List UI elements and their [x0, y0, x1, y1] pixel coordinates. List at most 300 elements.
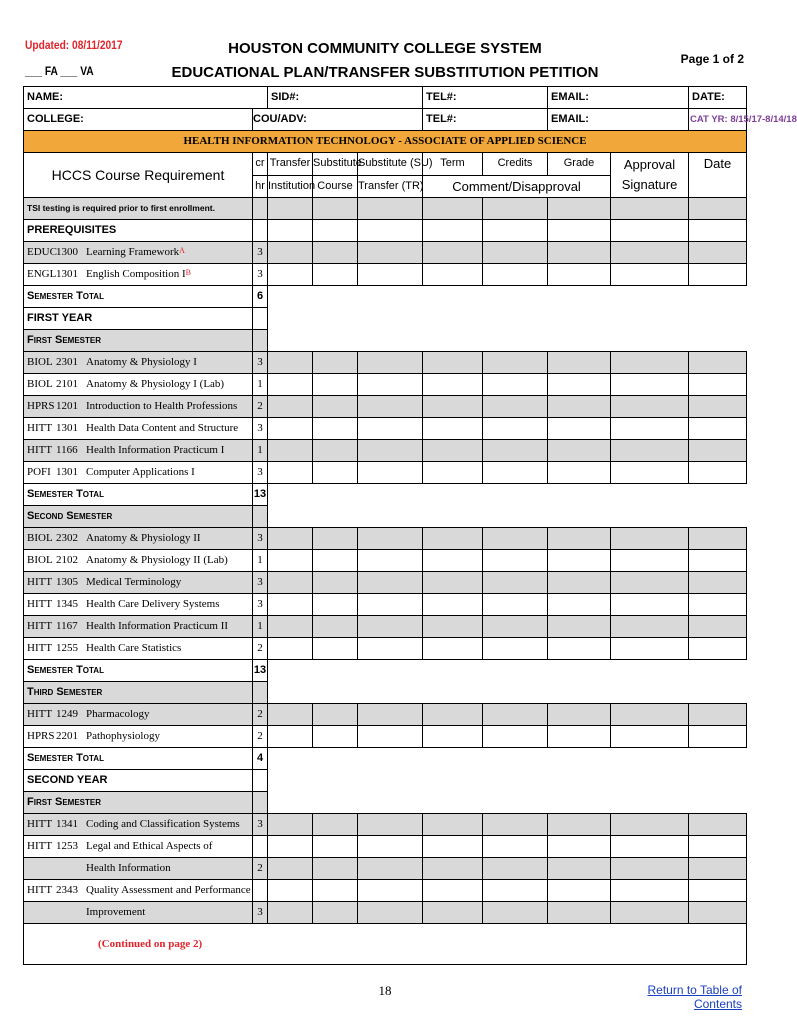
entry-cell[interactable] — [548, 902, 611, 924]
doc-subtitle: EDUCATIONAL PLAN/TRANSFER SUBSTITUTION PETITION — [171, 64, 599, 81]
fa-va-checkbox[interactable]: ___ FA ___ VA — [25, 64, 94, 78]
entry-cell[interactable] — [313, 220, 358, 242]
entry-cell[interactable] — [423, 220, 483, 242]
course-cell — [24, 594, 253, 616]
entry-cell[interactable] — [423, 814, 483, 836]
course-title: Computer Applications I — [86, 466, 195, 478]
course-subject: HITT — [27, 598, 53, 610]
college-field[interactable]: COLLEGE: — [24, 109, 253, 131]
entry-cell[interactable] — [548, 858, 611, 880]
entry-cell[interactable] — [689, 440, 747, 462]
semester-total-value: 4 — [253, 748, 268, 770]
entry-cell[interactable] — [548, 616, 611, 638]
entry-cell[interactable] — [423, 836, 483, 858]
entry-cell[interactable] — [313, 594, 358, 616]
sid-field[interactable]: SID#: — [268, 87, 423, 109]
entry-cell[interactable] — [548, 572, 611, 594]
course-title: Pharmacology — [86, 708, 150, 720]
page-indicator: Page 1 of 2 — [680, 52, 744, 66]
course-title: Health Information Practicum II — [86, 620, 229, 632]
entry-cell[interactable] — [423, 880, 483, 902]
course-cell — [24, 528, 253, 550]
page-number: 18 — [378, 983, 392, 998]
entry-cell[interactable] — [268, 242, 313, 264]
entry-cell[interactable] — [689, 264, 747, 286]
entry-cell[interactable] — [483, 814, 548, 836]
date-field[interactable]: DATE: — [689, 87, 747, 109]
entry-cell[interactable] — [611, 572, 689, 594]
entry-cell[interactable] — [483, 594, 548, 616]
course-row — [24, 396, 747, 418]
entry-cell[interactable] — [313, 572, 358, 594]
entry-cell[interactable] — [313, 264, 358, 286]
course-row — [24, 572, 747, 594]
course-row — [24, 418, 747, 440]
course-cell — [24, 572, 253, 594]
col-date: Date — [689, 153, 747, 198]
entry-cell[interactable] — [611, 528, 689, 550]
entry-cell[interactable] — [689, 836, 747, 858]
entry-cell[interactable] — [548, 550, 611, 572]
empty-area — [268, 506, 747, 528]
section-row — [24, 506, 747, 528]
credit-hours: 1 — [253, 550, 268, 572]
section-label: First Semester — [24, 792, 253, 814]
credit-hours: 3 — [253, 572, 268, 594]
credit-hours — [253, 836, 268, 858]
course-title: Anatomy & Physiology II (Lab) — [86, 554, 228, 566]
entry-cell[interactable] — [483, 902, 548, 924]
entry-cell[interactable] — [611, 242, 689, 264]
entry-cell[interactable] — [689, 198, 747, 220]
credit-hours: 3 — [253, 462, 268, 484]
entry-cell[interactable] — [689, 572, 747, 594]
course-number: 2102 — [56, 554, 78, 566]
entry-cell[interactable] — [483, 550, 548, 572]
empty-area — [268, 660, 747, 682]
entry-cell[interactable] — [313, 528, 358, 550]
entry-cell[interactable] — [358, 550, 423, 572]
course-cell — [24, 902, 253, 924]
entry-cell[interactable] — [548, 242, 611, 264]
entry-cell[interactable] — [483, 396, 548, 418]
course-number: 1301 — [56, 466, 78, 478]
entry-cell[interactable] — [358, 352, 423, 374]
entry-cell[interactable] — [548, 594, 611, 616]
column-header-row-1 — [24, 153, 747, 176]
section-row — [24, 220, 747, 242]
entry-cell[interactable] — [358, 462, 423, 484]
entry-cell[interactable] — [689, 616, 747, 638]
course-cell — [24, 704, 253, 726]
entry-cell[interactable] — [268, 374, 313, 396]
entry-cell[interactable] — [689, 242, 747, 264]
course-number: 2343 — [56, 884, 78, 896]
footnote-marker: B — [185, 268, 191, 277]
entry-cell[interactable] — [483, 726, 548, 748]
course-row — [24, 880, 747, 902]
entry-cell[interactable] — [483, 374, 548, 396]
entry-cell[interactable] — [611, 638, 689, 660]
entry-cell[interactable] — [611, 440, 689, 462]
course-subject: POFI — [27, 466, 51, 478]
entry-cell[interactable] — [358, 418, 423, 440]
entry-cell[interactable] — [358, 396, 423, 418]
section-label: First Semester — [24, 330, 253, 352]
course-row — [24, 704, 747, 726]
course-title: Health Data Content and Structure — [86, 422, 239, 434]
footnote-marker: A — [179, 246, 185, 255]
entry-cell[interactable] — [423, 550, 483, 572]
entry-cell[interactable] — [313, 242, 358, 264]
entry-cell[interactable] — [548, 352, 611, 374]
entry-cell[interactable] — [313, 396, 358, 418]
entry-cell[interactable] — [423, 594, 483, 616]
entry-cell[interactable] — [423, 858, 483, 880]
entry-cell[interactable] — [423, 374, 483, 396]
continued-note: (Continued on page 2) — [24, 924, 747, 965]
entry-cell[interactable] — [268, 396, 313, 418]
course-cell — [24, 440, 253, 462]
entry-cell[interactable] — [423, 572, 483, 594]
entry-cell[interactable] — [358, 374, 423, 396]
col-comment: Comment/Disapproval — [423, 175, 611, 198]
course-cell — [24, 374, 253, 396]
entry-cell[interactable] — [358, 814, 423, 836]
entry-cell[interactable] — [358, 836, 423, 858]
entry-cell[interactable] — [268, 528, 313, 550]
course-row — [24, 726, 747, 748]
entry-cell[interactable] — [611, 704, 689, 726]
entry-cell[interactable] — [689, 352, 747, 374]
entry-cell[interactable] — [548, 726, 611, 748]
entry-cell[interactable] — [483, 528, 548, 550]
entry-cell[interactable] — [358, 572, 423, 594]
entry-cell[interactable] — [689, 726, 747, 748]
entry-cell[interactable] — [689, 396, 747, 418]
entry-cell[interactable] — [358, 880, 423, 902]
entry-cell[interactable] — [358, 220, 423, 242]
tel-field-2[interactable]: TEL#: — [423, 109, 548, 131]
email-field-2[interactable]: EMAIL: — [548, 109, 689, 131]
entry-cell[interactable] — [483, 836, 548, 858]
course-cell — [24, 616, 253, 638]
entry-cell[interactable] — [313, 462, 358, 484]
entry-cell[interactable] — [483, 616, 548, 638]
entry-cell[interactable] — [611, 880, 689, 902]
entry-cell[interactable] — [268, 880, 313, 902]
entry-cell[interactable] — [548, 638, 611, 660]
course-cell — [24, 880, 253, 902]
course-title: Coding and Classification Systems — [86, 818, 240, 830]
entry-cell[interactable] — [483, 264, 548, 286]
course-number: 1255 — [56, 642, 78, 654]
course-number: 1201 — [56, 400, 78, 412]
course-subject: HPRS — [27, 730, 55, 742]
entry-cell[interactable] — [483, 352, 548, 374]
name-field[interactable]: NAME: — [24, 87, 268, 109]
entry-cell[interactable] — [268, 352, 313, 374]
course-title: Health Care Statistics — [86, 642, 182, 654]
entry-cell[interactable] — [611, 594, 689, 616]
entry-cell[interactable] — [483, 638, 548, 660]
course-number: 1305 — [56, 576, 78, 588]
entry-cell[interactable] — [313, 704, 358, 726]
entry-cell[interactable] — [423, 198, 483, 220]
entry-cell[interactable] — [358, 902, 423, 924]
semester-total-row — [24, 484, 747, 506]
semester-total-label: Semester Total — [24, 748, 253, 770]
entry-cell[interactable] — [611, 220, 689, 242]
entry-cell[interactable] — [689, 814, 747, 836]
course-title: Health Care Delivery Systems — [86, 598, 220, 610]
entry-cell[interactable] — [611, 396, 689, 418]
entry-cell[interactable] — [268, 594, 313, 616]
entry-cell[interactable] — [358, 726, 423, 748]
section-row — [24, 330, 747, 352]
entry-cell[interactable] — [548, 528, 611, 550]
semester-total-value: 13 — [253, 660, 268, 682]
entry-cell[interactable] — [268, 814, 313, 836]
entry-cell[interactable] — [358, 528, 423, 550]
course-title: Medical Terminology — [86, 576, 182, 588]
entry-cell[interactable] — [611, 264, 689, 286]
entry-cell[interactable] — [268, 572, 313, 594]
entry-cell[interactable] — [313, 440, 358, 462]
entry-cell[interactable] — [483, 572, 548, 594]
entry-cell[interactable] — [423, 440, 483, 462]
entry-cell[interactable] — [358, 594, 423, 616]
entry-cell[interactable] — [268, 198, 313, 220]
entry-cell[interactable] — [268, 858, 313, 880]
entry-cell[interactable] — [689, 528, 747, 550]
entry-cell[interactable] — [358, 638, 423, 660]
entry-cell[interactable] — [689, 550, 747, 572]
entry-cell[interactable] — [483, 242, 548, 264]
entry-cell[interactable] — [548, 440, 611, 462]
course-cell — [24, 638, 253, 660]
entry-cell[interactable] — [313, 418, 358, 440]
course-cell — [24, 418, 253, 440]
entry-cell[interactable] — [689, 374, 747, 396]
col-hr: hr — [253, 175, 268, 198]
entry-cell[interactable] — [548, 396, 611, 418]
entry-cell[interactable] — [268, 616, 313, 638]
entry-cell[interactable] — [611, 616, 689, 638]
course-number: 1341 — [56, 818, 78, 830]
course-number: 2101 — [56, 378, 78, 390]
entry-cell[interactable] — [358, 242, 423, 264]
entry-cell[interactable] — [268, 550, 313, 572]
course-subject: HITT — [27, 840, 53, 852]
entry-cell[interactable] — [689, 880, 747, 902]
entry-cell[interactable] — [611, 374, 689, 396]
couadv-field[interactable]: COU/ADV: — [253, 109, 423, 131]
entry-cell[interactable] — [483, 440, 548, 462]
entry-cell[interactable] — [689, 594, 747, 616]
entry-cell[interactable] — [423, 704, 483, 726]
entry-cell[interactable] — [313, 880, 358, 902]
entry-cell[interactable] — [313, 616, 358, 638]
entry-cell[interactable] — [423, 352, 483, 374]
entry-cell[interactable] — [548, 704, 611, 726]
course-cell — [24, 814, 253, 836]
entry-cell[interactable] — [268, 264, 313, 286]
entry-cell[interactable] — [313, 814, 358, 836]
entry-cell[interactable] — [423, 638, 483, 660]
entry-cell[interactable] — [689, 902, 747, 924]
course-number: 1167 — [56, 620, 78, 632]
entry-cell[interactable] — [611, 198, 689, 220]
credit-hours: 3 — [253, 902, 268, 924]
entry-cell[interactable] — [268, 902, 313, 924]
course-number: 1249 — [56, 708, 78, 720]
empty-area — [268, 484, 747, 506]
tel-field[interactable]: TEL#: — [423, 87, 548, 109]
col-course: Course — [313, 175, 358, 198]
course-subject: HITT — [27, 576, 53, 588]
entry-cell[interactable] — [483, 704, 548, 726]
entry-cell[interactable] — [611, 462, 689, 484]
entry-cell[interactable] — [423, 726, 483, 748]
doc-title: HOUSTON COMMUNITY COLLEGE SYSTEM — [228, 40, 542, 57]
entry-cell[interactable] — [268, 638, 313, 660]
col-credits: Credits — [483, 153, 548, 176]
entry-cell[interactable] — [689, 858, 747, 880]
course-number: 1300 — [56, 246, 78, 258]
entry-cell[interactable] — [268, 220, 313, 242]
entry-cell[interactable] — [611, 418, 689, 440]
cr-cell — [253, 792, 268, 814]
entry-cell[interactable] — [483, 462, 548, 484]
entry-cell[interactable] — [611, 858, 689, 880]
course-number: 2301 — [56, 356, 78, 368]
empty-area — [268, 792, 747, 814]
entry-cell[interactable] — [313, 858, 358, 880]
section-row — [24, 792, 747, 814]
entry-cell[interactable] — [313, 836, 358, 858]
entry-cell[interactable] — [313, 352, 358, 374]
entry-cell[interactable] — [313, 198, 358, 220]
entry-cell[interactable] — [313, 638, 358, 660]
entry-cell[interactable] — [611, 902, 689, 924]
semester-total-row — [24, 748, 747, 770]
course-row — [24, 550, 747, 572]
course-number: 1166 — [56, 444, 78, 456]
entry-cell[interactable] — [689, 418, 747, 440]
entry-cell[interactable] — [611, 726, 689, 748]
entry-cell[interactable] — [423, 462, 483, 484]
entry-cell[interactable] — [423, 528, 483, 550]
cr-cell — [253, 770, 268, 792]
course-subject: EDUC — [27, 246, 57, 258]
entry-cell[interactable] — [548, 836, 611, 858]
entry-cell[interactable] — [689, 462, 747, 484]
entry-cell[interactable] — [548, 418, 611, 440]
catalog-year: CAT YR: 8/15/17-8/14/18 — [689, 109, 747, 131]
entry-cell[interactable] — [689, 638, 747, 660]
entry-cell[interactable] — [313, 726, 358, 748]
course-subject: ENGL — [27, 268, 57, 280]
course-cell — [24, 462, 253, 484]
entry-cell[interactable] — [423, 396, 483, 418]
empty-area — [268, 286, 747, 308]
email-field[interactable]: EMAIL: — [548, 87, 689, 109]
entry-cell[interactable] — [423, 264, 483, 286]
credit-hours: 1 — [253, 616, 268, 638]
program-banner — [24, 131, 747, 153]
entry-cell[interactable] — [611, 814, 689, 836]
entry-cell[interactable] — [313, 550, 358, 572]
course-title: Health Information — [86, 862, 171, 874]
credit-hours: 3 — [253, 528, 268, 550]
entry-cell[interactable] — [423, 616, 483, 638]
entry-cell[interactable] — [548, 264, 611, 286]
entry-cell[interactable] — [611, 352, 689, 374]
course-subject: HITT — [27, 884, 53, 896]
entry-cell[interactable] — [611, 836, 689, 858]
entry-cell[interactable] — [268, 836, 313, 858]
entry-cell[interactable] — [689, 704, 747, 726]
return-toc-link[interactable]: Return to Table of Contents — [647, 983, 742, 1011]
entry-cell[interactable] — [268, 704, 313, 726]
entry-cell[interactable] — [483, 220, 548, 242]
entry-cell[interactable] — [548, 374, 611, 396]
course-cell — [24, 858, 253, 880]
entry-cell[interactable] — [313, 374, 358, 396]
entry-cell[interactable] — [358, 264, 423, 286]
entry-cell[interactable] — [423, 902, 483, 924]
section-label: Second Semester — [24, 506, 253, 528]
course-row — [24, 352, 747, 374]
entry-cell[interactable] — [268, 418, 313, 440]
entry-cell[interactable] — [483, 880, 548, 902]
entry-cell[interactable] — [358, 440, 423, 462]
entry-cell[interactable] — [423, 418, 483, 440]
semester-total-row — [24, 660, 747, 682]
entry-cell[interactable] — [689, 220, 747, 242]
entry-cell[interactable] — [268, 440, 313, 462]
entry-cell[interactable] — [548, 198, 611, 220]
credit-hours: 1 — [253, 440, 268, 462]
entry-cell[interactable] — [548, 880, 611, 902]
entry-cell[interactable] — [313, 902, 358, 924]
credit-hours — [253, 880, 268, 902]
entry-cell[interactable] — [483, 858, 548, 880]
entry-cell[interactable] — [358, 616, 423, 638]
entry-cell[interactable] — [423, 242, 483, 264]
col-approval: Approval Signature — [611, 153, 689, 198]
course-subject: BIOL — [27, 356, 53, 368]
entry-cell[interactable] — [548, 462, 611, 484]
course-row — [24, 616, 747, 638]
section-row — [24, 770, 747, 792]
entry-cell[interactable] — [548, 814, 611, 836]
entry-cell[interactable] — [268, 726, 313, 748]
course-row — [24, 814, 747, 836]
entry-cell[interactable] — [358, 198, 423, 220]
entry-cell[interactable] — [548, 220, 611, 242]
credit-hours: 3 — [253, 594, 268, 616]
entry-cell[interactable] — [358, 704, 423, 726]
entry-cell[interactable] — [483, 418, 548, 440]
entry-cell[interactable] — [358, 858, 423, 880]
entry-cell[interactable] — [483, 198, 548, 220]
course-title: Health Information Practicum I — [86, 444, 225, 456]
entry-cell[interactable] — [611, 550, 689, 572]
entry-cell[interactable] — [268, 462, 313, 484]
course-subject: HITT — [27, 642, 53, 654]
